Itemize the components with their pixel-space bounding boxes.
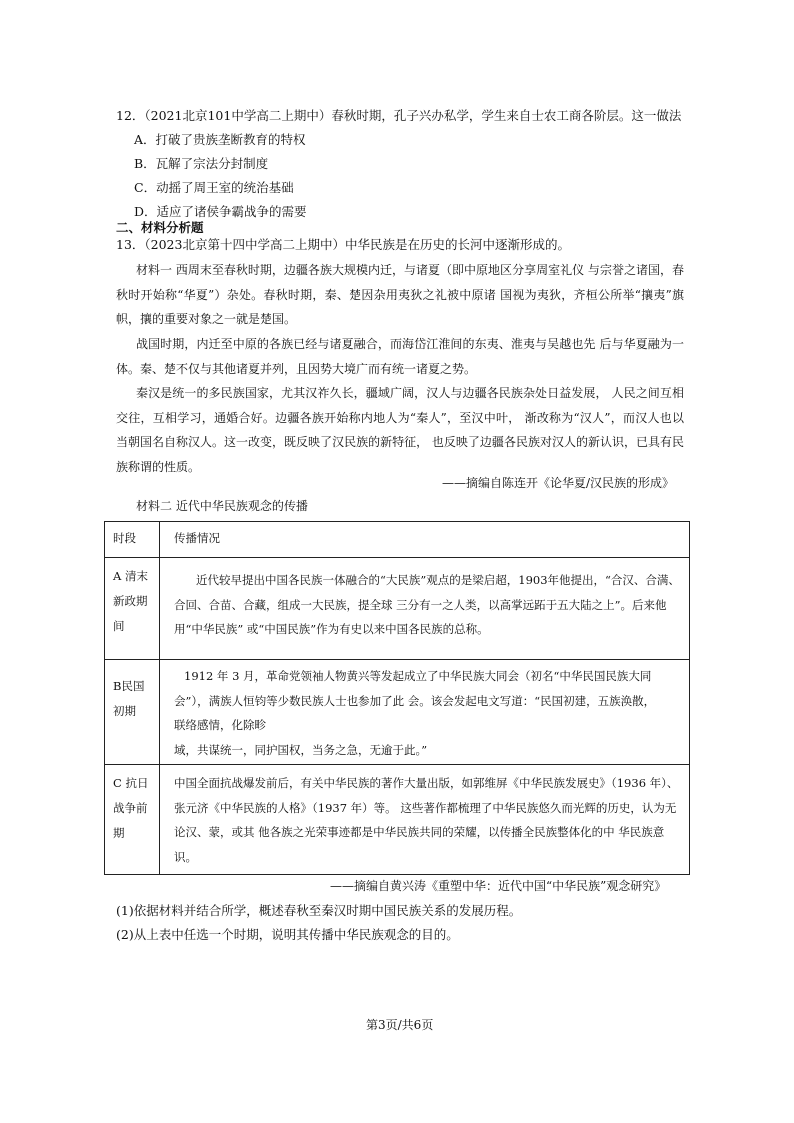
section-title: 二、材料分析题 (116, 220, 204, 235)
row-c-period: C 抗日战争前期 (105, 765, 160, 875)
q12-option-c: C．动摇了周王室的统治基础 (134, 180, 294, 195)
material2-table (104, 521, 690, 875)
table-row (105, 765, 690, 875)
table-header-row (105, 522, 690, 558)
material1-para1: 材料一 西周末至春秋时期，边疆各族大规模内迁，与诸夏（即中原地区分享周室礼仪 与宗誉之诸国，春秋时开始称“华夏”）杂处。春秋时期，秦、楚因杂用夷狄之礼被中原诸 国视为夷狄，齐桓公所举“攘夷”旗帜，攘的重要对象之一就是楚国。 (116, 263, 684, 326)
row-b-period: B民国初期 (105, 660, 160, 765)
header-content: 传播情况 (160, 522, 690, 558)
row-b-line: 会”），满族人恒钧等少数民族人士也参加了此 会。该会发起电文写道：“民国初建，五族涣散， (174, 693, 656, 708)
row-b-line: 域，共谋统一，同护国权，当务之急，无逾于此。” (174, 742, 428, 757)
material1-source: ——摘编自陈连开《论华夏/汉民族的形成》 (442, 476, 675, 490)
material1-para2: 战国时期，内迁至中原的各族已经与诸夏融合，而海岱江淮间的东夷、淮夷与吴越也先 后与华夏融为一体。秦、楚不仅与其他诸夏并列，且因势大境广而有统一诸夏之势。 (116, 337, 684, 376)
q12-stem: 12．（2021北京101中学高二上期中）春秋时期，孔子兴办私学，学生来自士农工商各阶层。这一做法 (116, 108, 682, 123)
q12-option-b: B．瓦解了宗法分封制度 (134, 156, 269, 171)
q13-sub2: (2)从上表中任选一个时期，说明其传播中华民族观念的目的。 (116, 927, 459, 942)
table-row (105, 558, 690, 660)
q13-sub1: (1)依据材料并结合所学，概述春秋至秦汉时期中国民族关系的发展历程。 (116, 903, 522, 918)
material2-title: 材料二 近代中华民族观念的传播 (136, 499, 308, 513)
row-c-content: 中国全面抗战爆发前后，有关中华民族的著作大量出版，如郭维屏《中华民族发展史》（1936 年）、张元济《中华民族的人格》（1937 年）等。 这些著作都梳理了中华民族悠久而光辉的历史，认为无论汉、蒙，或其 他各族之光荣事迹都是中华民族共同的荣耀，以传播全民族整体化的中 华民族意识。 (160, 765, 690, 875)
page-number: 第3页/共6页 (366, 1018, 434, 1032)
material2-source: ——摘编自黄兴涛《重塑中华：近代中国“中华民族”观念研究》 (330, 879, 667, 893)
q13-stem: 13．（2023北京第十四中学高二上期中）中华民族是在历史的长河中逐渐形成的。 (116, 237, 570, 252)
q12-option-d: D．适应了诸侯争霸战争的需要 (134, 204, 307, 219)
material1-para3: 秦汉是统一的多民族国家，尤其汉祚久长，疆域广阔，汉人与边疆各民族杂处日益发展， 人民之间互相交往，互相学习，通婚合好。边疆各族开始称内地人为“秦人”，至汉中叶， 渐改称为“汉人”，而汉人也以当朝国名自称汉人。这一改变，既反映了汉民族的新特征， 也反映了边疆各民族对汉人的新认识，已具有民族称谓的性质。 (116, 386, 684, 474)
row-a-content: 近代较早提出中国各民族一体融合的“大民族”观点的是梁启超，1903年他提出，“合汉、合满、合回、合苗、合藏，组成一大民族，提全球 三分有一之人类，以高掌远跖于五大陆之上”。后来他用“中华民族” 或“中国民族”作为有史以来中国各民族的总称。 (160, 558, 690, 660)
row-b-line: 联络感情，化除畛 (174, 718, 266, 732)
header-period: 时段 (105, 522, 160, 558)
table-row (105, 660, 690, 765)
row-a-period: A 清末新政期间 (105, 558, 160, 660)
row-b-line: 1912 年 3 月，革命党领袖人物黄兴等发起成立了中华民族大同会（初名“中华民国民族大同 (184, 669, 652, 683)
q12-option-a: A．打破了贵族垄断教育的特权 (134, 132, 306, 147)
row-b-content (160, 660, 690, 765)
